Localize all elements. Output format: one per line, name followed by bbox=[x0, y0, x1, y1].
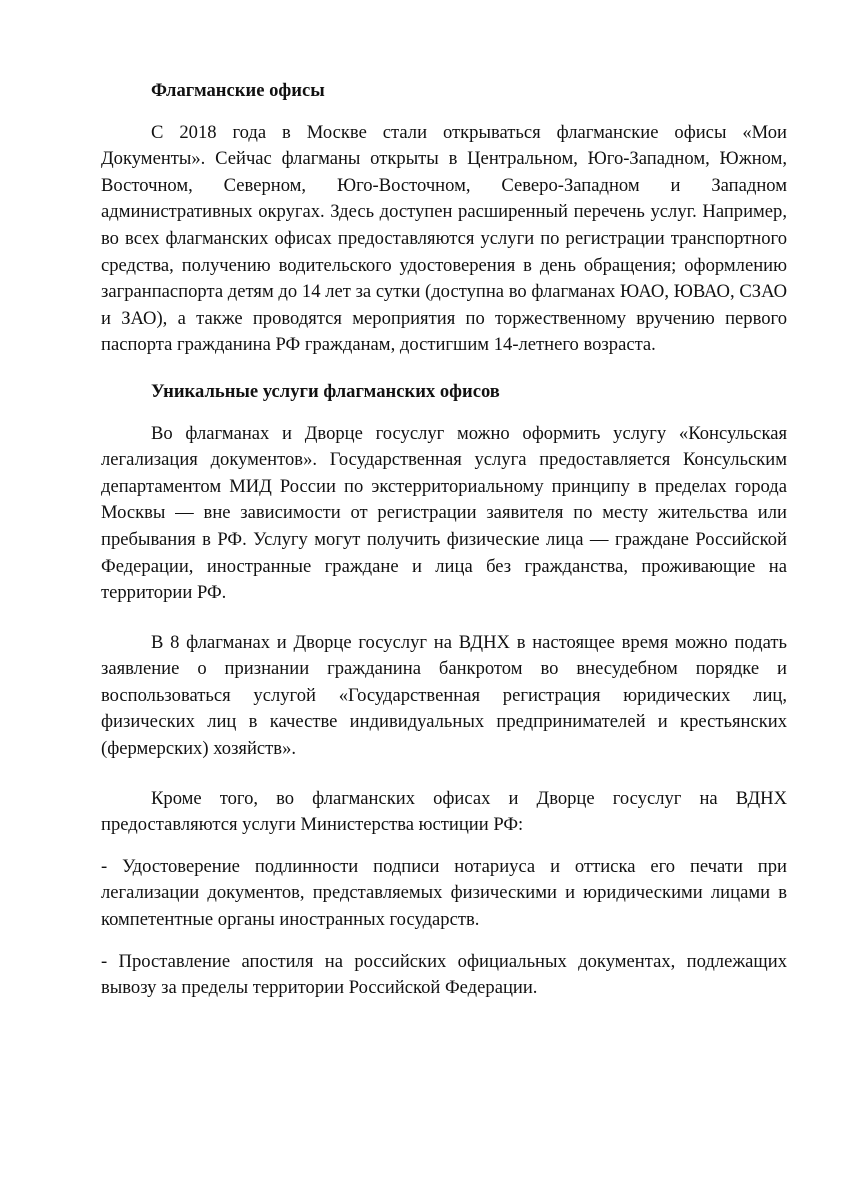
section-heading-flagship-offices: Флагманские офисы bbox=[151, 80, 325, 101]
section-heading-unique-services: Уникальные услуги флагманских офисов bbox=[151, 380, 500, 402]
list-item-signature-certification: - Удостоверение подлинности подписи нотариуса и оттиска его печати при легализации документов, представляемых физическими и юридическими лицами в компетентные органы иностранных государств. bbox=[101, 855, 787, 931]
paragraph-ministry-of-justice: Кроме того, во флагманских офисах и Дворце госуслуг на ВДНХ предоставляются услуги Министерства юстиции РФ: bbox=[101, 787, 787, 836]
paragraph-consular-legalization: Во флагманах и Дворце госуслуг можно оформить услугу «Консульская легализация документов». Государственная услуга предоставляется Консульским департаментом МИД России по экстерриториальному принципу в пределах города Москвы — вне зависимости от регистрации заявителя по месту жительства или пребывания в РФ. Услугу могут получить физические лица — граждане Российской Федерации, иностранные граждане и лица без гражданства, проживающие на территории РФ. bbox=[101, 422, 787, 604]
paragraph-flagship-offices: С 2018 года в Москве стали открываться флагманские офисы «Мои Документы». Сейчас флагманы открыты в Центральном, Юго-Западном, Южном, Восточном, Северном, Юго-Восточном, Северо-Западном и Западном административных округах. Здесь доступен расширенный перечень услуг. Например, во всех флагманских офисах предоставляются услуги по регистрации транспортного средства, получению водительского удостоверения в день обращения; оформлению загранпаспорта детям до 14 лет за сутки (доступна во флагманах ЮАО, ЮВАО, СЗАО и ЗАО), а также проводятся мероприятия по торжественному вручению первого паспорта гражданина РФ гражданам, достигшим 14-летнего возраста. bbox=[101, 121, 787, 356]
paragraph-bankruptcy-registration: В 8 флагманах и Дворце госуслуг на ВДНХ в настоящее время можно подать заявление о признании гражданина банкротом во внесудебном порядке и воспользоваться услугой «Государственная регистрация юридических лиц, физических лиц в качестве индивидуальных предпринимателей и крестьянских (фермерских) хозяйств». bbox=[101, 631, 787, 760]
document-page bbox=[101, 78, 787, 1017]
list-item-apostille: - Проставление апостиля на российских официальных документах, подлежащих вывозу за пределы территории Российской Федерации. bbox=[101, 950, 787, 999]
